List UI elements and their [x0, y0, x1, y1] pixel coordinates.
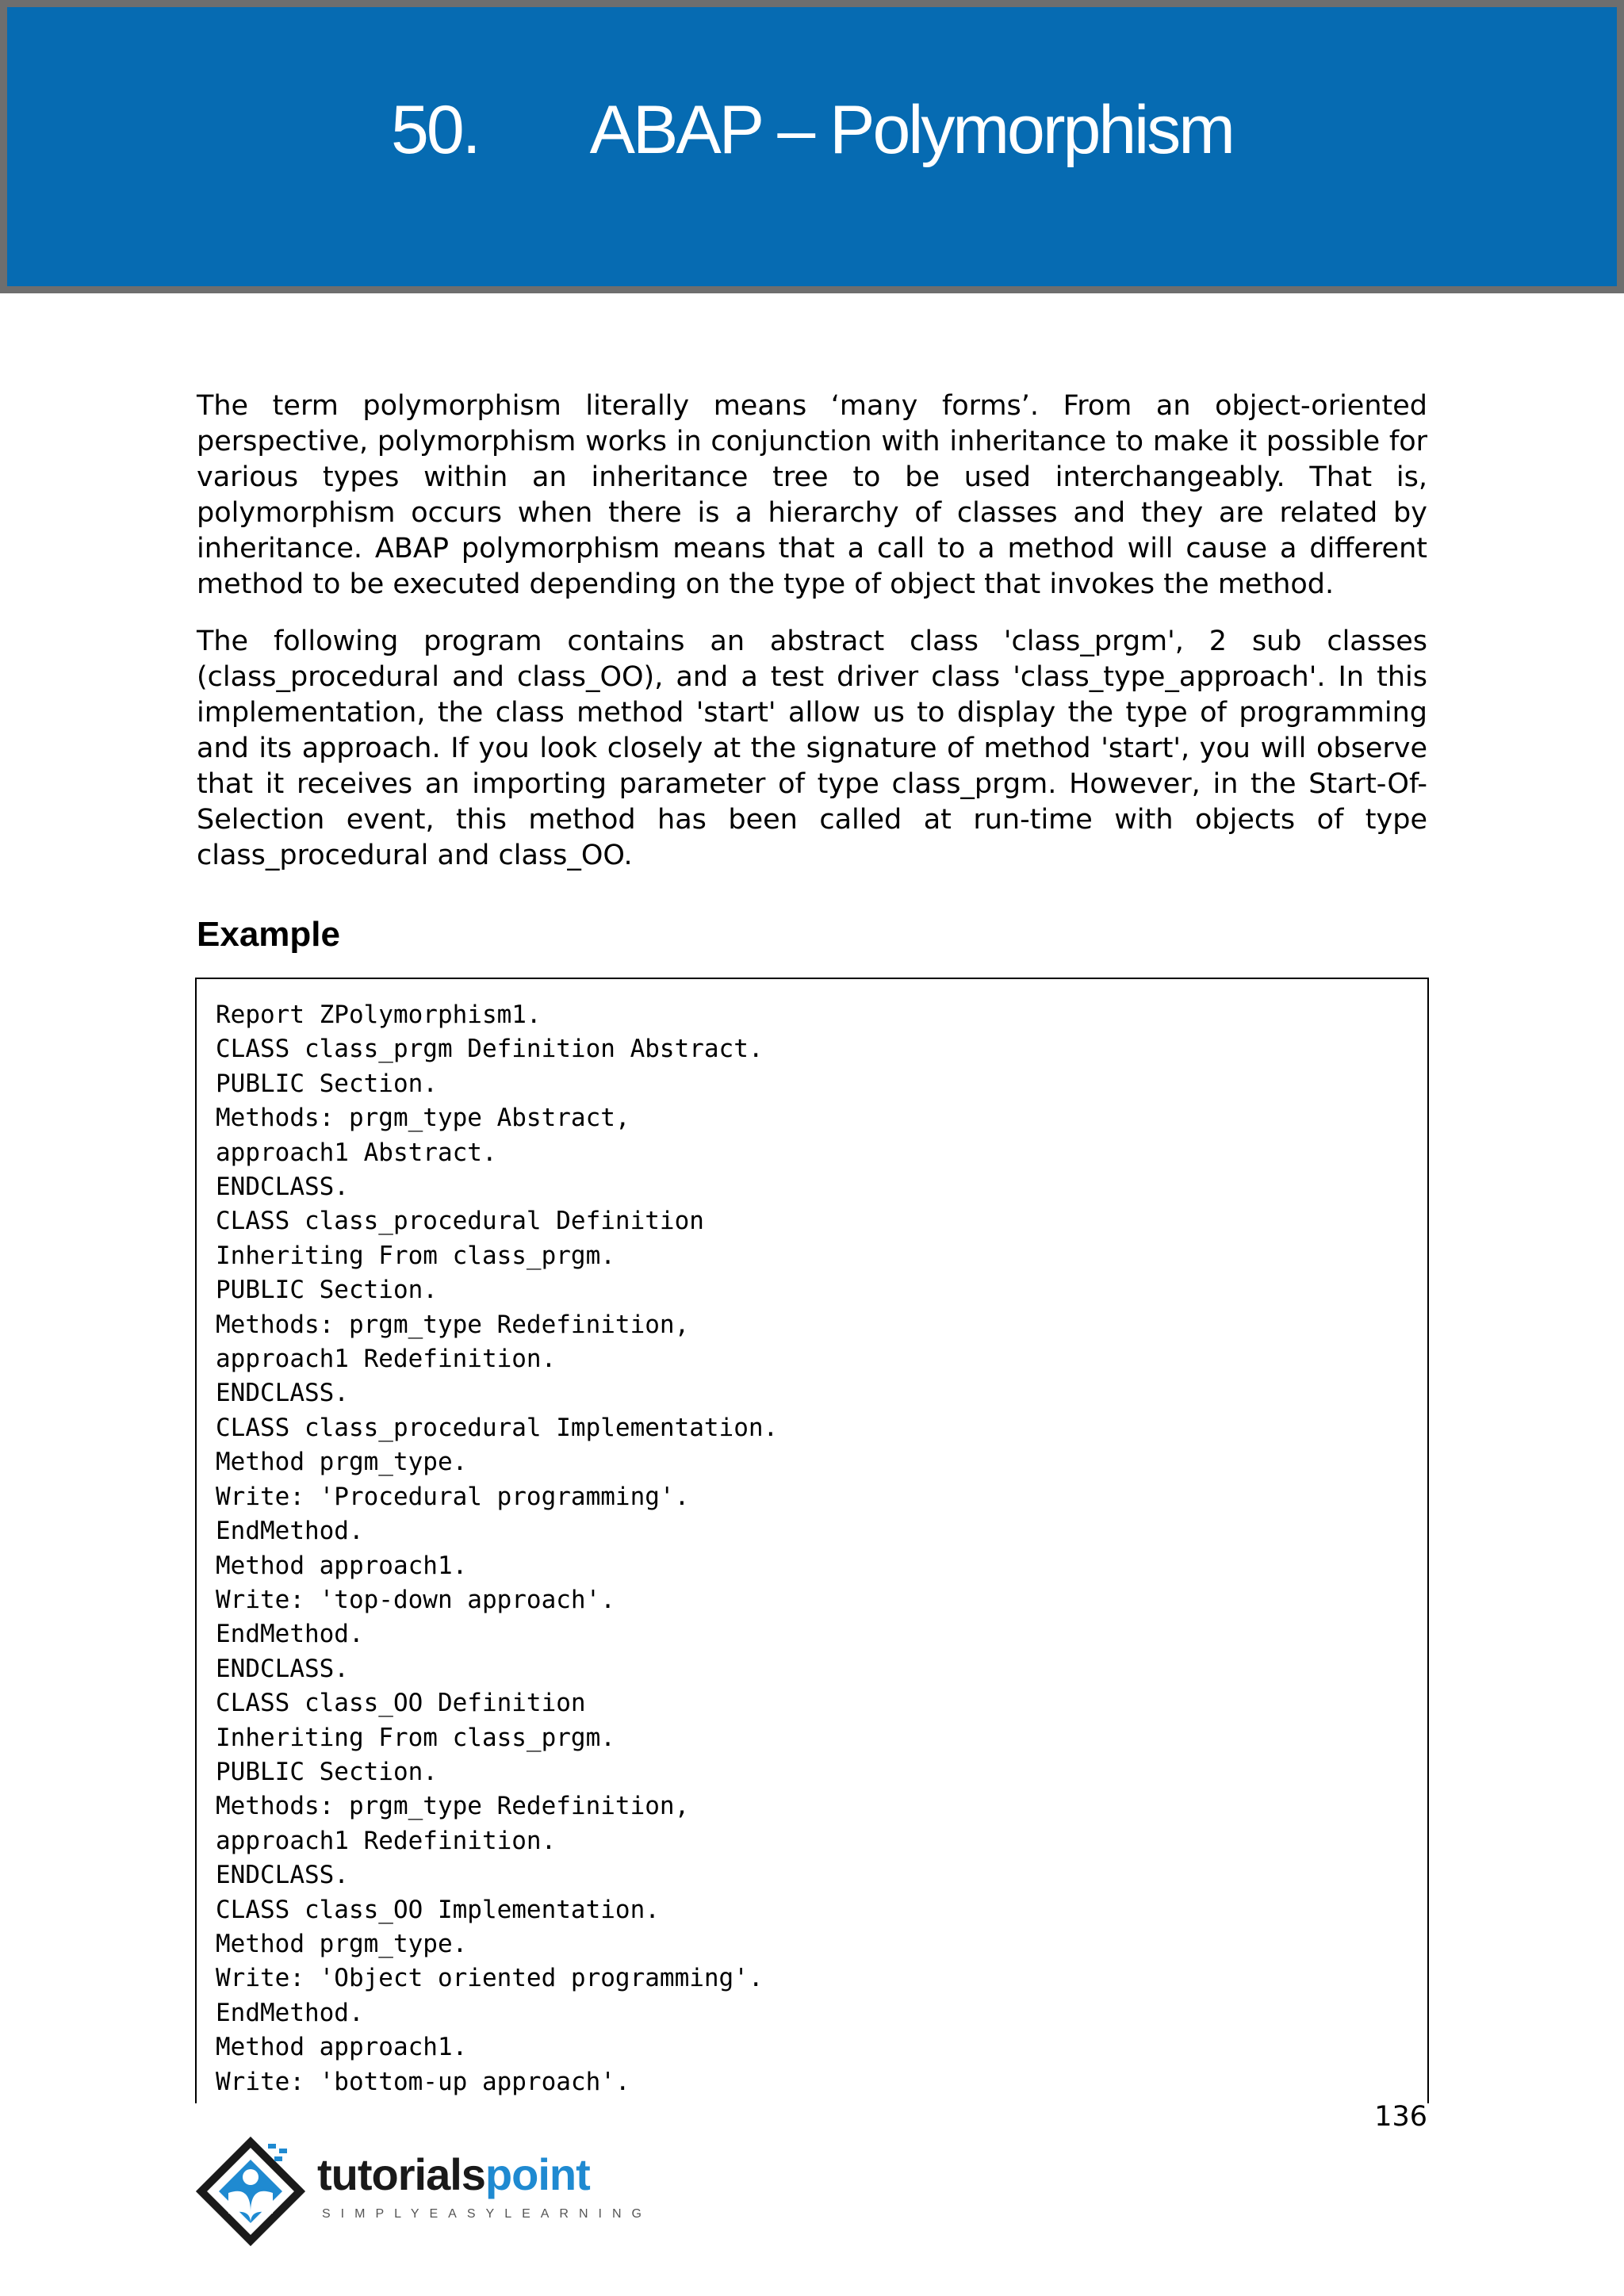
chapter-title: [7, 91, 1617, 170]
program-description-paragraph: The following program contains an abstract class 'class_prgm', 2 sub classes (class_procedural and class_OO), and a test driver class 'class_type_approach'. In this implementation, the class method 'start' allow us to display the type of programming and its approach. If you look closely at the signature of method 'start', you will observe that it receives an importing parameter of type class_prgm. However, in the Start-Of-Selection event, this method has been called at run-time with objects of type class_procedural and class_OO.: [197, 626, 1427, 871]
logo-wordmark-dark: tutorials: [317, 2149, 485, 2199]
page-number: 136: [1374, 2101, 1427, 2133]
chapter-banner: [0, 0, 1624, 293]
chapter-number: 50.: [391, 92, 479, 168]
logo-wordmark: [317, 2149, 590, 2200]
logo-wordmark-accent: point: [485, 2149, 590, 2199]
code-block: [195, 978, 1429, 2103]
logo-book-icon: [195, 2136, 314, 2255]
intro-paragraph: The term polymorphism literally means ‘many forms’. From an object-oriented perspective, polymorphism works in conjunction with inheritance to make it possible for various types within an inheritance tree to be used interchangeably. That is, polymorphism occurs when there is a hierarchy of classes and they are related by inheritance. ABAP polymorphism means that a call to a method will cause a different method to be executed depending on the type of object that invokes the method.: [197, 390, 1427, 600]
chapter-title-text: ABAP – Polymorphism: [589, 92, 1233, 168]
example-heading: Example: [197, 915, 340, 954]
code-listing: Report ZPolymorphism1. CLASS class_prgm Definition Abstract. PUBLIC Section. Methods: prgm_type Abstract, approach1 Abstract. ENDCLASS. CLASS class_procedural Definition Inheriting From class_prgm. PUBLIC Section. Methods: prgm_type Redefinition, approach1 Redefinition. ENDCLASS. CLASS class_procedural Implementation. Method prgm_type. Write: 'Procedural programming'. EndMethod. Method approach1. Write: 'top-down approach'. EndMethod. ENDCLASS. CLASS class_OO Definition Inheriting From class_prgm. PUBLIC Section. Methods: prgm_type Redefinition, approach1 Redefinition. ENDCLASS. CLASS class_OO Implementation. Method prgm_type. Write: 'Object oriented programming'. EndMethod. Method approach1. Write: 'bottom-up approach'.: [216, 1001, 779, 2096]
main-content: [197, 388, 1427, 958]
logo-tagline: SIMPLYEASYLEARNING: [322, 2207, 652, 2221]
tutorialspoint-logo: [195, 2128, 652, 2263]
